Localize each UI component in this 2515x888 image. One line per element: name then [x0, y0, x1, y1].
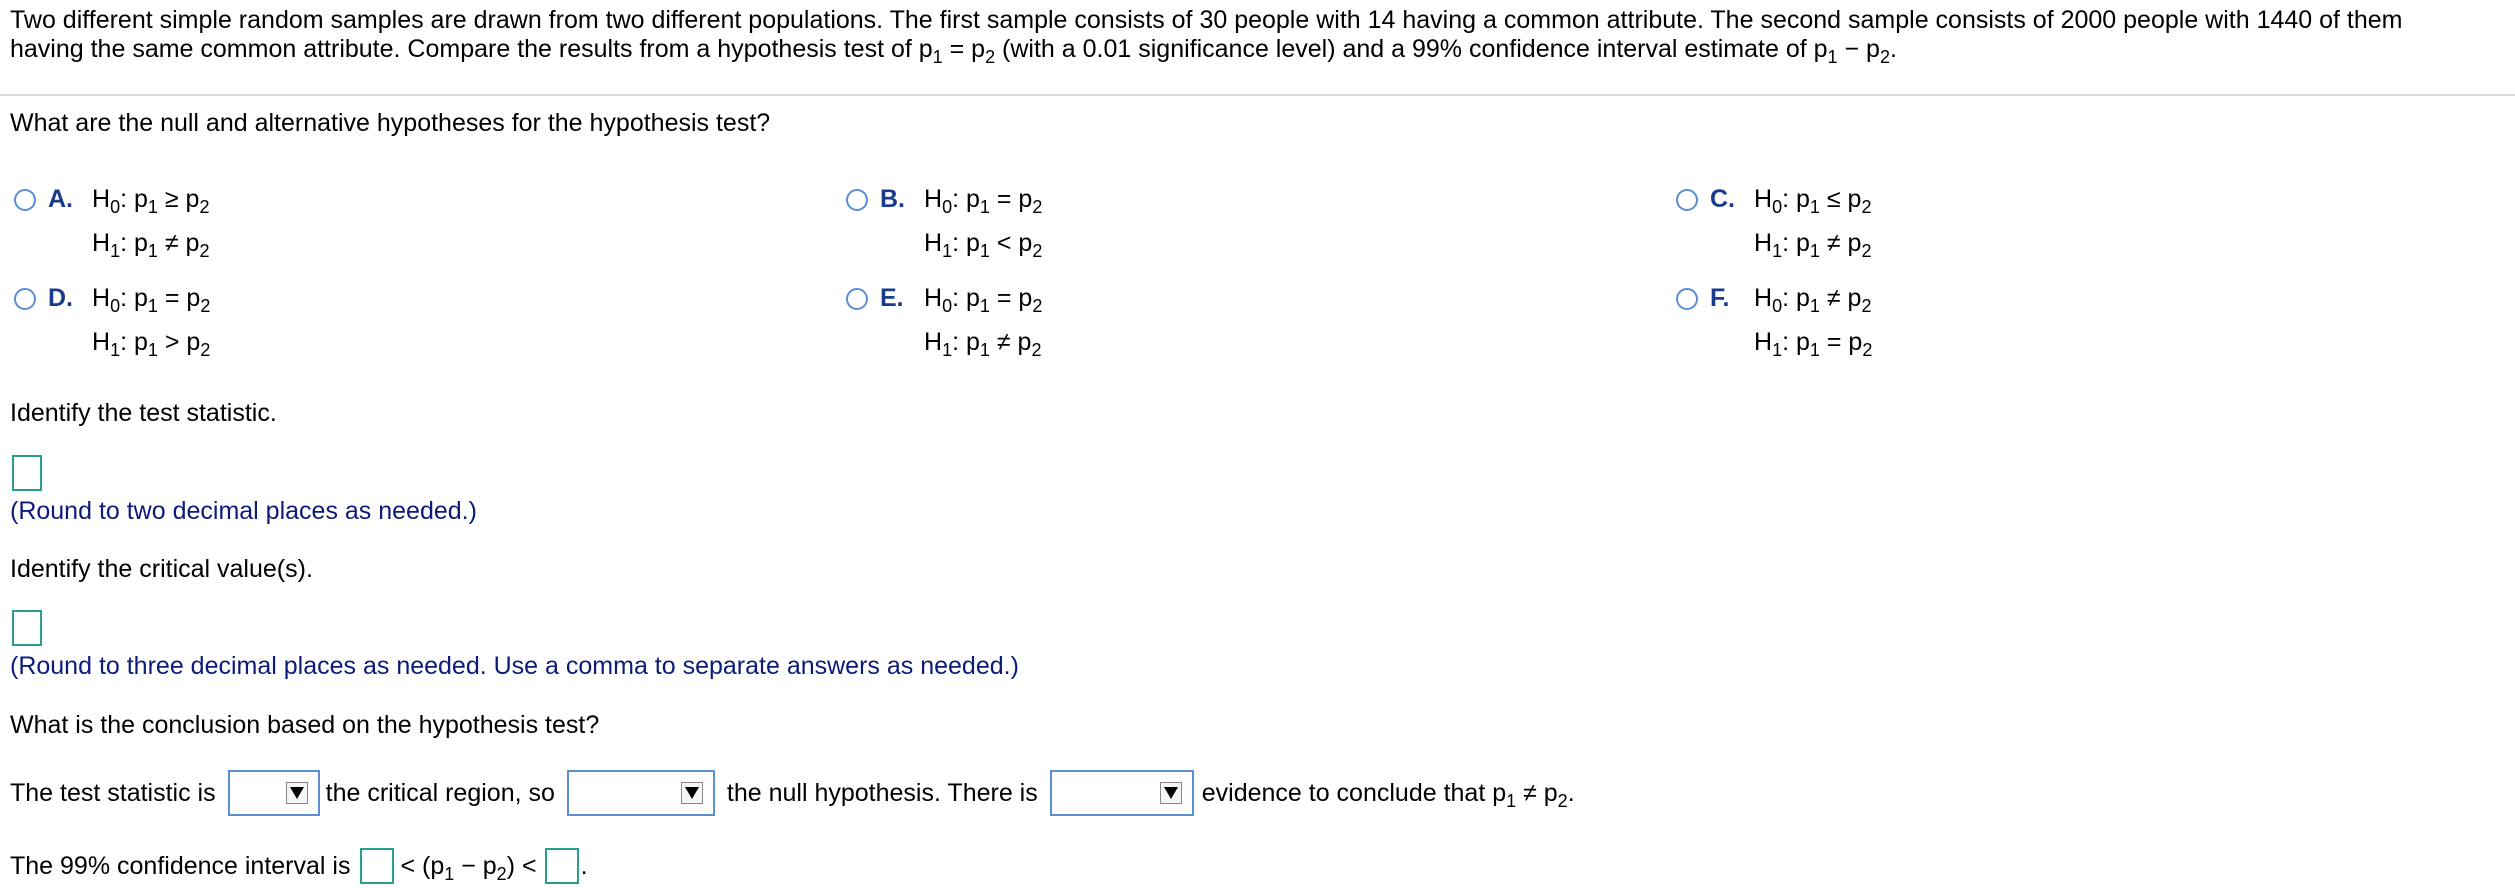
option-f[interactable] [1676, 284, 1872, 364]
question-conclusion: What is the conclusion based on the hypothesis test? [10, 711, 600, 739]
problem-statement [10, 6, 2505, 67]
option-a-letter: A. [48, 185, 73, 213]
round-note-two: (Round to two decimal places as needed.) [10, 497, 477, 525]
conclusion-text-1: The test statistic is [10, 778, 216, 807]
option-e-letter: E. [880, 284, 904, 312]
null-hypothesis-decision-dropdown[interactable] [567, 770, 715, 816]
chevron-down-icon [1160, 782, 1182, 804]
question-critical-values: Identify the critical value(s). [10, 555, 313, 583]
confidence-interval-row [10, 848, 588, 884]
test-statistic-region-dropdown[interactable] [228, 770, 320, 816]
option-a-h0: $H_0$: $p_1 \ge p_2$ [92, 185, 210, 217]
ci-upper-input[interactable] [545, 848, 579, 884]
option-f-letter: F. [1710, 284, 1730, 312]
option-d-h0: $H_0$: $p_1 = p_2$ [92, 284, 211, 316]
divider [0, 94, 2515, 96]
ci-expression: < $(p_1 - p_2)$ < [400, 851, 537, 884]
ci-end: . [580, 851, 588, 880]
ci-lower-input[interactable] [360, 848, 394, 884]
option-f-h0: $H_0$: $p_1 \ne p_2$ [1754, 284, 1872, 316]
option-c-h1: $H_1$: $p_1 \ne p_2$ [1754, 229, 1872, 261]
option-b[interactable] [846, 185, 1042, 265]
problem-line-1: Two different simple random samples are drawn from two different populations. The first sample consists of 30 people with 14 having a common attribute. The second sample consists of 2000 people with 1440 of them [10, 6, 2403, 34]
radio-e[interactable] [846, 288, 868, 310]
conclusion-text-3: the null hypothesis. There is [726, 778, 1038, 807]
test-statistic-input[interactable] [12, 455, 42, 491]
option-f-h1: $H_1$: $p_1 = p_2$ [1754, 328, 1873, 360]
option-b-letter: B. [880, 185, 905, 213]
ci-label: The 99% confidence interval is [10, 851, 351, 880]
radio-b[interactable] [846, 189, 868, 211]
radio-c[interactable] [1676, 189, 1698, 211]
option-c[interactable] [1676, 185, 1871, 265]
problem-line-2: having the same common attribute. Compare the results from a hypothesis test of $p_1 = p_2$ (with a 0.01 significance level) and a 99% confidence interval estimate of $p_1 - p_2$. [10, 35, 1897, 67]
question-test-statistic: Identify the test statistic. [10, 399, 277, 427]
option-a[interactable] [14, 185, 209, 265]
question-hypotheses: What are the null and alternative hypotheses for the hypothesis test? [10, 109, 771, 137]
conclusion-sentence [10, 770, 1575, 816]
option-c-letter: C. [1710, 185, 1735, 213]
conclusion-text-2: the critical region, so [325, 778, 555, 807]
option-a-h1: $H_1$: $p_1 \ne p_2$ [92, 229, 210, 261]
radio-d[interactable] [14, 288, 36, 310]
critical-value-input[interactable] [12, 610, 42, 646]
chevron-down-icon [286, 782, 308, 804]
option-d-letter: D. [48, 284, 73, 312]
option-e-h1: $H_1$: $p_1 \ne p_2$ [924, 328, 1042, 360]
option-d[interactable] [14, 284, 210, 364]
option-b-h0: $H_0$: $p_1 = p_2$ [924, 185, 1043, 217]
option-e-h0: $H_0$: $p_1 = p_2$ [924, 284, 1043, 316]
conclusion-text-4: evidence to conclude that $p_1 \ne p_2$. [1201, 778, 1575, 811]
option-e[interactable] [846, 284, 1042, 364]
evidence-dropdown[interactable] [1050, 770, 1194, 816]
radio-a[interactable] [14, 189, 36, 211]
option-b-h1: $H_1$: $p_1 < p_2$ [924, 229, 1043, 261]
radio-f[interactable] [1676, 288, 1698, 310]
option-d-h1: $H_1$: $p_1 > p_2$ [92, 328, 211, 360]
option-c-h0: $H_0$: $p_1 \le p_2$ [1754, 185, 1872, 217]
chevron-down-icon [681, 782, 703, 804]
round-note-three: (Round to three decimal places as needed. Use a comma to separate answers as needed.) [10, 652, 1019, 680]
